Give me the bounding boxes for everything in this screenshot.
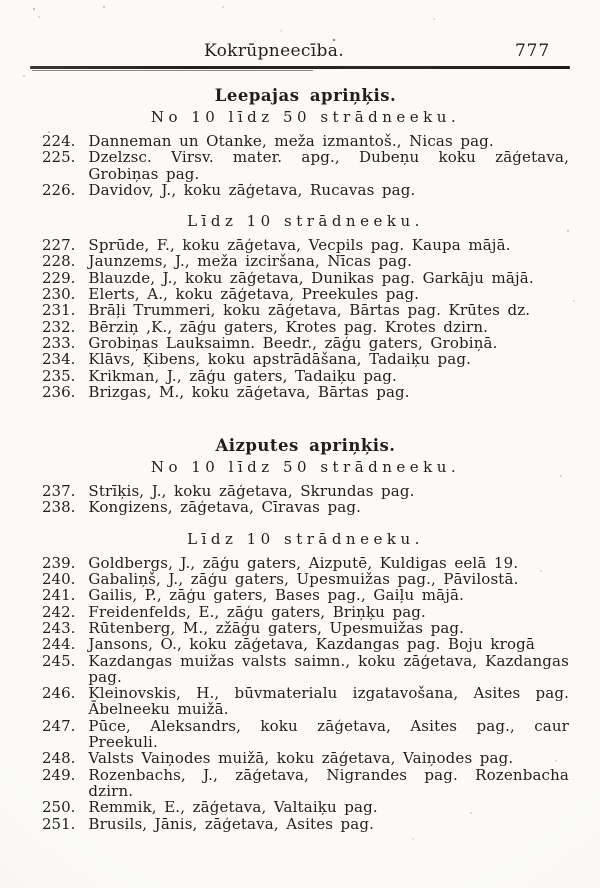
entry-number: 225. — [42, 148, 76, 167]
directory-entry — [42, 351, 569, 367]
directory-entry — [42, 653, 569, 686]
directory-entry — [42, 767, 569, 800]
worker-range-group — [42, 109, 569, 198]
worker-range-group — [42, 459, 569, 516]
district-heading: Aizputes apriņķis. — [215, 436, 396, 456]
entry-text: Brizgas, M., koku zāģetava, Bārtas pag. — [88, 382, 410, 401]
entry-text: Goldbergs, J., zāģu gaters, Aizputē, Kuldigas eelā 19. — [88, 553, 519, 572]
entry-text: Bērziņ ,K., zāģu gaters, Krotes pag. Krotes dzirn. — [88, 317, 489, 336]
directory-entry — [42, 483, 569, 499]
entry-number: 237. — [42, 482, 76, 501]
worker-range-group — [42, 213, 569, 400]
scan-speckles — [0, 0, 2, 2]
entry-text: Valsts Vaiņodes muižā, koku zāģetava, Vaiņodes pag. — [88, 749, 514, 768]
entry-number: 240. — [42, 570, 76, 589]
directory-entry — [42, 587, 569, 603]
entry-text: Grobiņas Lauksaimn. Beedr., zāģu gaters, Grobiņā. — [88, 333, 498, 352]
entry-text: Freidenfelds, E., zāģu gaters, Briņķu pag. — [88, 602, 426, 621]
page-title: Kokrūpneecība. — [204, 41, 344, 61]
directory-entry — [42, 133, 569, 149]
header-rule — [30, 66, 570, 69]
directory-entry — [42, 270, 569, 286]
district-section — [42, 87, 569, 400]
directory-entry — [42, 555, 569, 571]
entry-number: 230. — [42, 285, 76, 304]
entry-text: Kazdangas muižas valsts saimn., koku zāģetava, Kazdangas pag. — [88, 651, 569, 686]
entry-text: Elerts, A., koku zāģetava, Preekules pag. — [88, 285, 420, 304]
entry-number: 248. — [42, 749, 76, 768]
page-number: 777 — [515, 41, 550, 61]
entry-number: 234. — [42, 350, 76, 369]
directory-entry — [42, 685, 569, 718]
entry-text: Danneman un Otanke, meža izmantoš., Nicas pag. — [88, 132, 494, 150]
directory-entry — [42, 253, 569, 269]
directory-entry — [42, 816, 569, 832]
entry-text: Rūtenberg, M., zžāģu gaters, Upesmuižas pag. — [88, 618, 465, 637]
entry-number: 239. — [42, 553, 76, 572]
worker-range-group — [42, 531, 569, 832]
entry-text: Krikman, J., zāģu gaters, Tadaiķu pag. — [88, 366, 397, 385]
entry-text: Klāvs, Ķibens, koku apstrādāšana, Tadaiķu pag. — [88, 350, 471, 369]
district-section — [42, 437, 569, 832]
entry-text: Gabaliņš, J., zāģu gaters, Upesmuižas pag., Pāvilostā. — [88, 570, 519, 589]
worker-range-subheading: Līdz 10 strādneeku. — [187, 529, 424, 548]
directory-entry — [42, 620, 569, 636]
entry-text: Kongizens, zāģetava, Cīravas pag. — [88, 498, 362, 517]
directory-entry — [42, 718, 569, 751]
entry-number: 251. — [42, 814, 76, 833]
directory-entry — [42, 237, 569, 253]
entry-number: 243. — [42, 618, 76, 637]
entry-number: 250. — [42, 798, 76, 817]
worker-range-subheading: Līdz 10 strādneeku. — [187, 212, 424, 231]
entry-number: 244. — [42, 635, 76, 654]
directory-entry — [42, 368, 569, 384]
directory-entry — [42, 571, 569, 587]
entry-number: 229. — [42, 268, 76, 287]
entry-text: Davidov, J., koku zāģetava, Rucavas pag. — [88, 180, 416, 199]
directory-entry — [42, 286, 569, 302]
entry-text: Rozenbachs, J., zāģetava, Nigrandes pag. Rozenbacha dzirn. — [88, 765, 569, 800]
worker-range-subheading: No 10 līdz 50 strādneeku. — [150, 458, 461, 477]
running-header — [36, 41, 570, 63]
entry-number: 227. — [42, 236, 76, 255]
entry-text: Blauzde, J., koku zāģetava, Dunikas pag. Garkāju mājā. — [88, 268, 534, 287]
directory-entry — [42, 149, 569, 182]
entry-number: 233. — [42, 333, 76, 352]
directory-entry — [42, 319, 569, 335]
entry-number: 228. — [42, 252, 76, 271]
entry-text: Kleinovskis, H., būvmaterialu izgatavošana, Asites pag. Ābelneeku muižā. — [88, 684, 569, 719]
directory-entry — [42, 750, 569, 766]
entry-text: Brāļi Trummeri, koku zāģetava, Bārtas pag. Krūtes dz. — [88, 301, 531, 320]
directory-entry — [42, 604, 569, 620]
entry-text: Brusils, Jānis, zāģetava, Asites pag. — [88, 814, 375, 833]
entry-number: 226. — [42, 180, 76, 199]
entry-number: 247. — [42, 716, 76, 735]
district-heading: Leepajas apriņķis. — [214, 86, 397, 105]
directory-entry — [42, 384, 569, 400]
entry-number: 232. — [42, 317, 76, 336]
entry-text: Strīķis, J., koku zāģetava, Skrundas pag. — [88, 482, 415, 501]
directory-entry — [42, 182, 569, 198]
directory-entry — [42, 636, 569, 652]
entry-number: 231. — [42, 301, 76, 320]
entry-text: Jansons, O., koku zāģetava, Kazdangas pag. Boju krogā — [88, 635, 535, 654]
entry-text: Pūce, Aleksandrs, koku zāģetava, Asites pag., caur Preekuli. — [88, 716, 569, 752]
entry-text: Gailis, P., zāģu gaters, Bases pag., Gaiļu mājā. — [88, 586, 465, 605]
entry-number: 238. — [42, 498, 76, 517]
entry-text: Sprūde, F., koku zāģetava, Vecpils pag. Kaupa mājā. — [88, 236, 511, 255]
entry-number: 246. — [42, 684, 76, 703]
entry-number: 242. — [42, 602, 76, 621]
entry-number: 245. — [42, 651, 76, 670]
entry-number: 235. — [42, 366, 76, 385]
entry-number: 241. — [42, 586, 76, 605]
entry-number: 236. — [42, 382, 76, 401]
entry-text: Dzelzsc. Virsv. mater. apg., Dubeņu koku zāģetava, Grobiņas pag. — [88, 148, 569, 183]
directory-entry — [42, 499, 569, 515]
directory-entry — [42, 335, 569, 351]
directory-content — [42, 87, 569, 832]
directory-entry — [42, 799, 569, 815]
entry-text: Remmik, E., zāģetava, Valtaiķu pag. — [88, 798, 378, 817]
entry-number: 249. — [42, 765, 76, 784]
worker-range-subheading: No 10 līdz 50 strādneeku. — [150, 108, 461, 126]
directory-entry — [42, 302, 569, 318]
entry-text: Jaunzems, J., meža izciršana, Nīcas pag. — [88, 252, 413, 271]
entry-number: 224. — [42, 132, 76, 150]
